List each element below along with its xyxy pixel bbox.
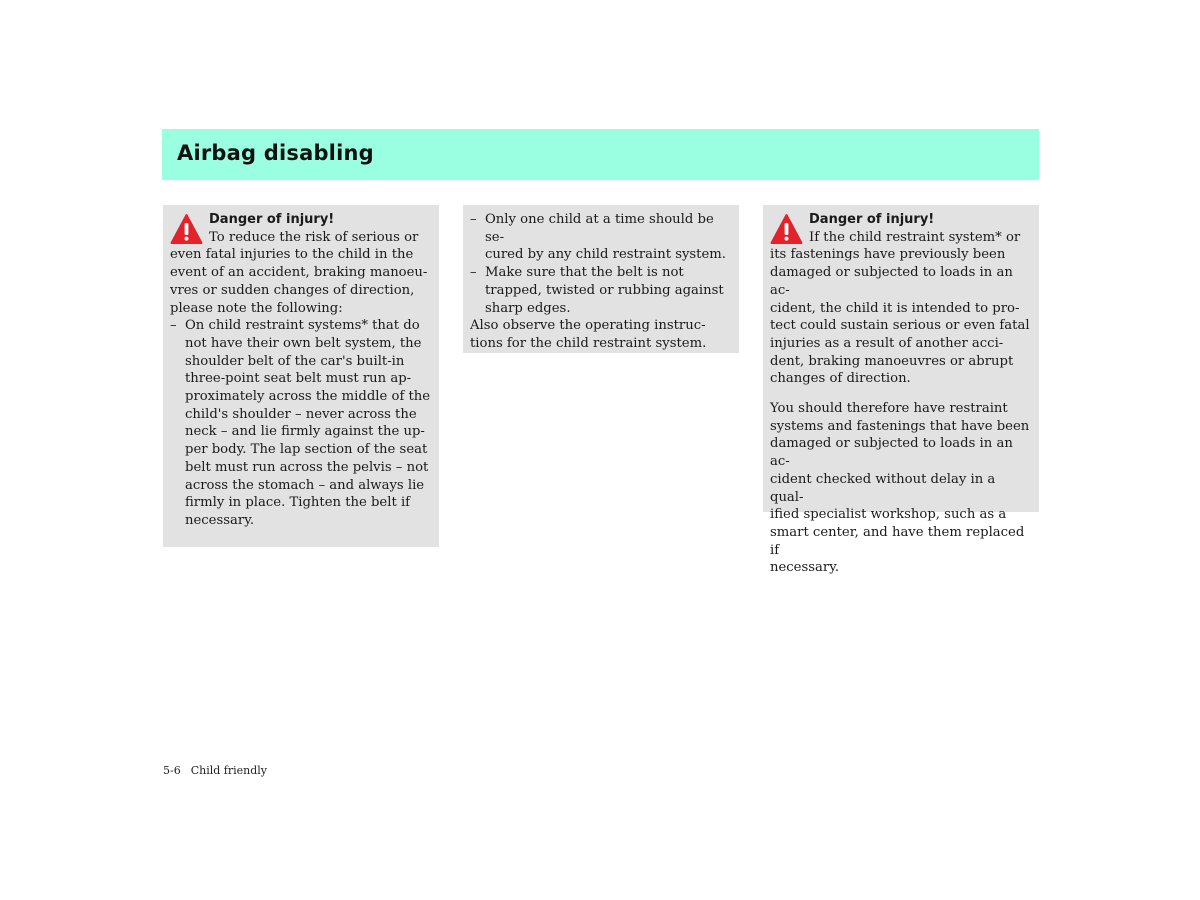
bullet-item: – On child restraint systems* that do not have their own belt system, the shoulder belt of the car's built-in three-point seat belt must run ap- proximately across the middle of the child's shoulder – never across the neck – and lie firmly against the up- per body. The lap section of the seat belt must run across the pelvis – not across the stomach – and always lie firmly in place. Tighten the belt if necessary. — [170, 317, 432, 529]
page-title: Airbag disabling — [177, 141, 374, 165]
warning-intro: To reduce the risk of serious or even fatal injuries to the child in the event of an accident, braking manoeu- vres or sudden changes of direction, please note the following: — [170, 229, 428, 316]
note-text: Also observe the operating instruc- tions for the child restraint system. — [470, 318, 707, 351]
bullet-item: – Make sure that the belt is not trapped, twisted or rubbing against sharp edges. — [470, 264, 732, 317]
recommendation-paragraph: You should therefore have restraint systems and fastenings that have been damaged or subjected to loads in an ac- cident checked without delay in a qual- ified specialist workshop, such as a smart center, and have them replaced if necessary. — [770, 401, 1030, 576]
warning-title: Danger of injury! — [209, 212, 335, 227]
info-box-middle — [463, 205, 739, 353]
section-name: Child friendly — [190, 764, 268, 777]
warning-triangle-icon — [770, 213, 803, 246]
page-footer — [163, 764, 267, 777]
title-bar — [162, 129, 1039, 180]
bullet-item: – Only one child at a time should be se- cured by any child restraint system. — [470, 211, 732, 264]
warning-paragraph: If the child restraint system* or its fastenings have previously been damaged or subjected to loads in an ac- cident, the child it is intended to pro- tect could sustain serious or even fatal injuries as a result of another acci- dent, braking manoeuvres or abrupt changes of direction. — [770, 229, 1030, 387]
page-number: 5-6 — [163, 764, 181, 777]
warning-title: Danger of injury! — [809, 212, 935, 227]
warning-triangle-icon — [170, 213, 203, 246]
warning-box-left — [163, 205, 439, 547]
warning-box-right — [763, 205, 1039, 576]
